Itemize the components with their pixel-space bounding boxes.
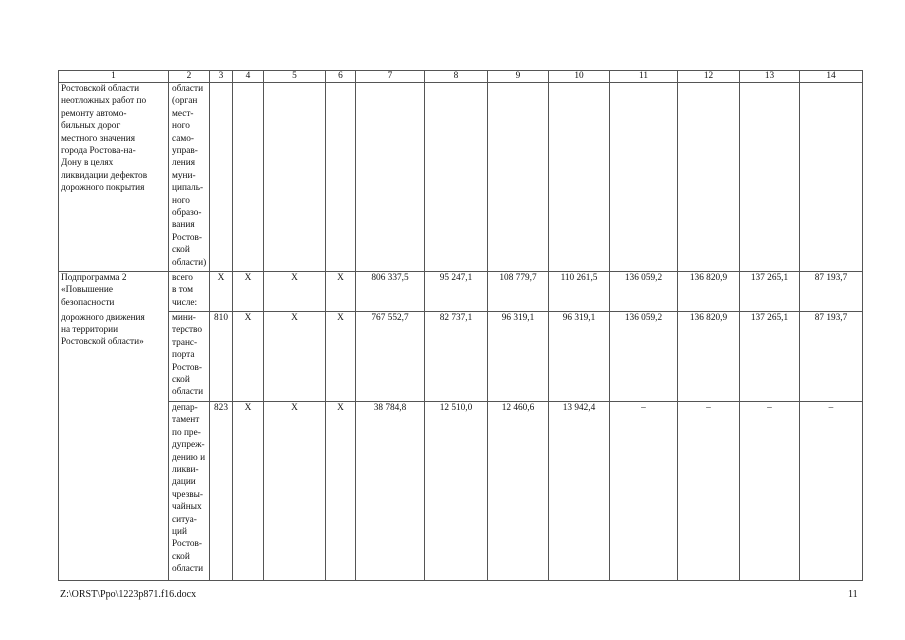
value-cell [210, 83, 233, 272]
col-header: 14 [800, 71, 863, 83]
value-cell: – [800, 402, 863, 581]
program-cell: Ростовской области неотложных работ по ремонту автомо- бильных дорог местного значения города Ростова-на- Дону в целях ликвидации дефектов дорожного покрытия [59, 83, 169, 272]
value-cell: 137 265,1 [740, 272, 800, 312]
value-cell: X [210, 272, 233, 312]
value-cell: X [264, 272, 326, 312]
table-row [59, 272, 863, 312]
value-cell [264, 83, 326, 272]
value-cell: 12 460,6 [488, 402, 549, 581]
col-header: 4 [233, 71, 264, 83]
value-cell [678, 83, 740, 272]
value-cell [740, 83, 800, 272]
program-cell [59, 402, 169, 581]
value-cell: 108 779,7 [488, 272, 549, 312]
value-cell: – [678, 402, 740, 581]
value-cell: X [233, 272, 264, 312]
program-cell: дорожного движения на территории Ростовской области» [59, 312, 169, 402]
value-cell: 810 [210, 312, 233, 402]
value-cell: 87 193,7 [800, 272, 863, 312]
col-header: 1 [59, 71, 169, 83]
value-cell: X [264, 402, 326, 581]
col-header: 8 [425, 71, 488, 83]
col-header: 10 [549, 71, 610, 83]
budget-table [58, 70, 863, 581]
col-header: 3 [210, 71, 233, 83]
footer-file-path: Z:\ORST\Ppo\1223p871.f16.docx [60, 589, 197, 600]
value-cell: 38 784,8 [356, 402, 425, 581]
executor-cell: всего в том числе: [169, 272, 210, 312]
col-header: 2 [169, 71, 210, 83]
value-cell: 136 820,9 [678, 312, 740, 402]
executor-cell: мини- терство транс- порта Ростов- ской области [169, 312, 210, 402]
header-row [59, 71, 863, 83]
value-cell [233, 83, 264, 272]
value-cell: 136 059,2 [610, 312, 678, 402]
value-cell: 823 [210, 402, 233, 581]
value-cell [549, 83, 610, 272]
value-cell: 110 261,5 [549, 272, 610, 312]
executor-cell: депар- тамент по пре- дупреж- дению и ликви- дации чрезвы- чайных ситуа- ций Ростов- ской области [169, 402, 210, 581]
value-cell: 96 319,1 [488, 312, 549, 402]
value-cell: X [326, 272, 356, 312]
value-cell: – [610, 402, 678, 581]
table-row [59, 312, 863, 402]
program-cell: Подпрограмма 2 «Повышение безопасности [59, 272, 169, 312]
value-cell: X [326, 402, 356, 581]
value-cell: 136 059,2 [610, 272, 678, 312]
col-header: 5 [264, 71, 326, 83]
value-cell [488, 83, 549, 272]
value-cell: 82 737,1 [425, 312, 488, 402]
value-cell: X [264, 312, 326, 402]
executor-cell: области (орган мест- ного само- управ- ления муни- ципаль- ного образо- вания Ростов- ской области) [169, 83, 210, 272]
table-row [59, 83, 863, 272]
col-header: 6 [326, 71, 356, 83]
value-cell [610, 83, 678, 272]
value-cell [800, 83, 863, 272]
value-cell: X [326, 312, 356, 402]
value-cell: 95 247,1 [425, 272, 488, 312]
value-cell: 767 552,7 [356, 312, 425, 402]
value-cell [356, 83, 425, 272]
value-cell: 13 942,4 [549, 402, 610, 581]
value-cell: X [233, 402, 264, 581]
col-header: 7 [356, 71, 425, 83]
value-cell: 96 319,1 [549, 312, 610, 402]
value-cell: 806 337,5 [356, 272, 425, 312]
value-cell: 87 193,7 [800, 312, 863, 402]
value-cell: 12 510,0 [425, 402, 488, 581]
value-cell [326, 83, 356, 272]
value-cell: X [233, 312, 264, 402]
page-number: 11 [848, 589, 858, 600]
col-header: 12 [678, 71, 740, 83]
table-row [59, 402, 863, 581]
col-header: 11 [610, 71, 678, 83]
value-cell: – [740, 402, 800, 581]
col-header: 9 [488, 71, 549, 83]
value-cell [425, 83, 488, 272]
value-cell: 136 820,9 [678, 272, 740, 312]
col-header: 13 [740, 71, 800, 83]
value-cell: 137 265,1 [740, 312, 800, 402]
